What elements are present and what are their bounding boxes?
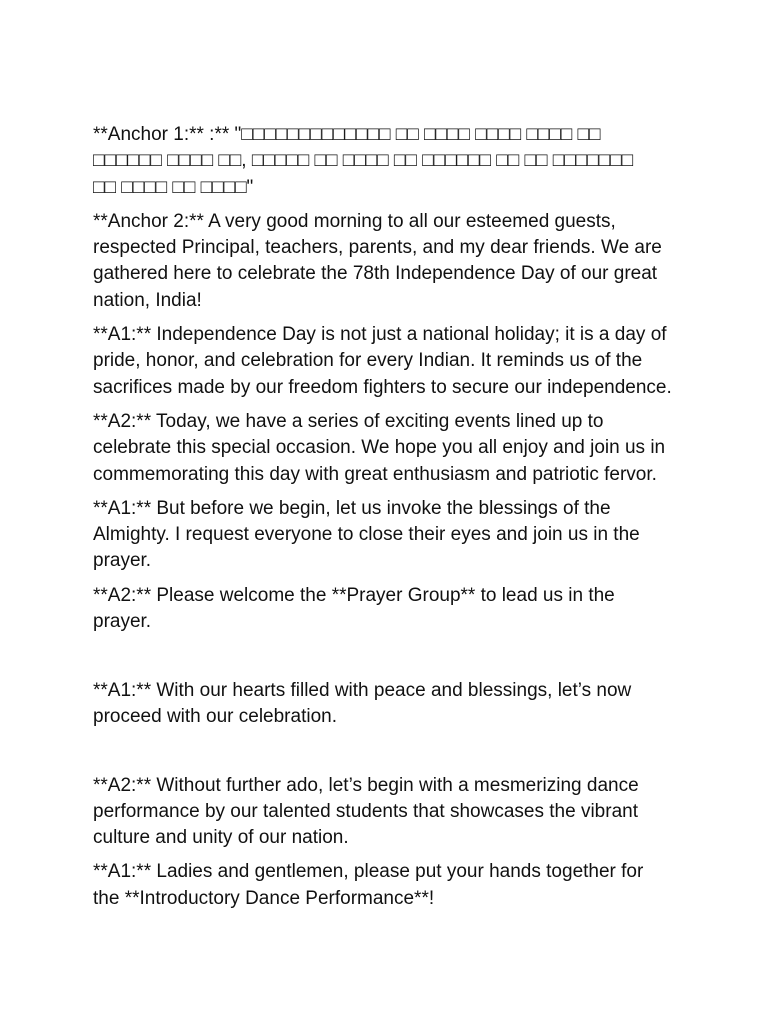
text-line: **A2:** Without further ado, let’s begin with a mesmerizing dance	[93, 774, 639, 796]
text-line: □□ □□□□ □□ □□□□"	[93, 176, 254, 198]
empty-paragraph	[93, 738, 768, 764]
paragraph-a1-proceed	[93, 678, 768, 731]
text-line: **A1:** With our hearts filled with peace and blessings, let’s now	[93, 679, 632, 701]
text-line: **Anchor 1:** :** "□□□□□□□□□□□□□ □□ □□□□ □□□□ □□□□ □□	[93, 124, 601, 145]
text-line: respected Principal, teachers, parents, and my dear friends. We are	[93, 237, 662, 259]
paragraph-a2-events	[93, 409, 768, 488]
paragraph-a2-dance-intro	[93, 773, 768, 852]
text-line: the **Introductory Dance Performance**!	[93, 887, 435, 909]
text-line: **A1:** Ladies and gentlemen, please put your hands together for	[93, 861, 644, 883]
text-line: nation, India!	[93, 289, 202, 311]
text-line: **A1:** Independence Day is not just a national holiday; it is a day of	[93, 324, 667, 346]
text-line: commemorating this day with great enthusiasm and patriotic fervor.	[93, 463, 657, 485]
paragraph-a1-dance-performance	[93, 859, 768, 912]
paragraph-a2-prayer-group	[93, 583, 768, 636]
text-line: **A1:** But before we begin, let us invoke the blessings of the	[93, 497, 611, 519]
text-line: proceed with our celebration.	[93, 705, 337, 727]
text-line: **A2:** Please welcome the **Prayer Group** to lead us in the	[93, 584, 615, 606]
text-line: □□□□□□ □□□□ □□, □□□□□ □□ □□□□ □□ □□□□□□ □□ □□ □□□□□□□	[93, 150, 634, 172]
text-line: **Anchor 2:** A very good morning to all our esteemed guests,	[93, 210, 616, 232]
text-line: celebrate this special occasion. We hope you all enjoy and join us in	[93, 437, 666, 459]
text-line: gathered here to celebrate the 78th Independence Day of our great	[93, 263, 658, 285]
text-line: Almighty. I request everyone to close their eyes and join us in the	[93, 524, 640, 546]
text-line: prayer.	[93, 550, 152, 572]
text-line: sacrifices made by our freedom fighters to secure our independence.	[93, 376, 672, 398]
text-line: pride, honor, and celebration for every Indian. It reminds us of the	[93, 350, 643, 372]
paragraph-anchor-1-intro	[93, 122, 768, 201]
text-line: performance by our talented students that showcases the vibrant	[93, 800, 638, 822]
text-line: **A2:** Today, we have a series of exciting events lined up to	[93, 410, 604, 432]
empty-paragraph	[93, 643, 768, 669]
text-line: culture and unity of our nation.	[93, 827, 349, 849]
paragraph-a1-blessings	[93, 496, 768, 575]
text-line: prayer.	[93, 611, 152, 633]
paragraph-a1-independence-day	[93, 322, 768, 401]
paragraph-anchor-2-welcome	[93, 209, 768, 314]
